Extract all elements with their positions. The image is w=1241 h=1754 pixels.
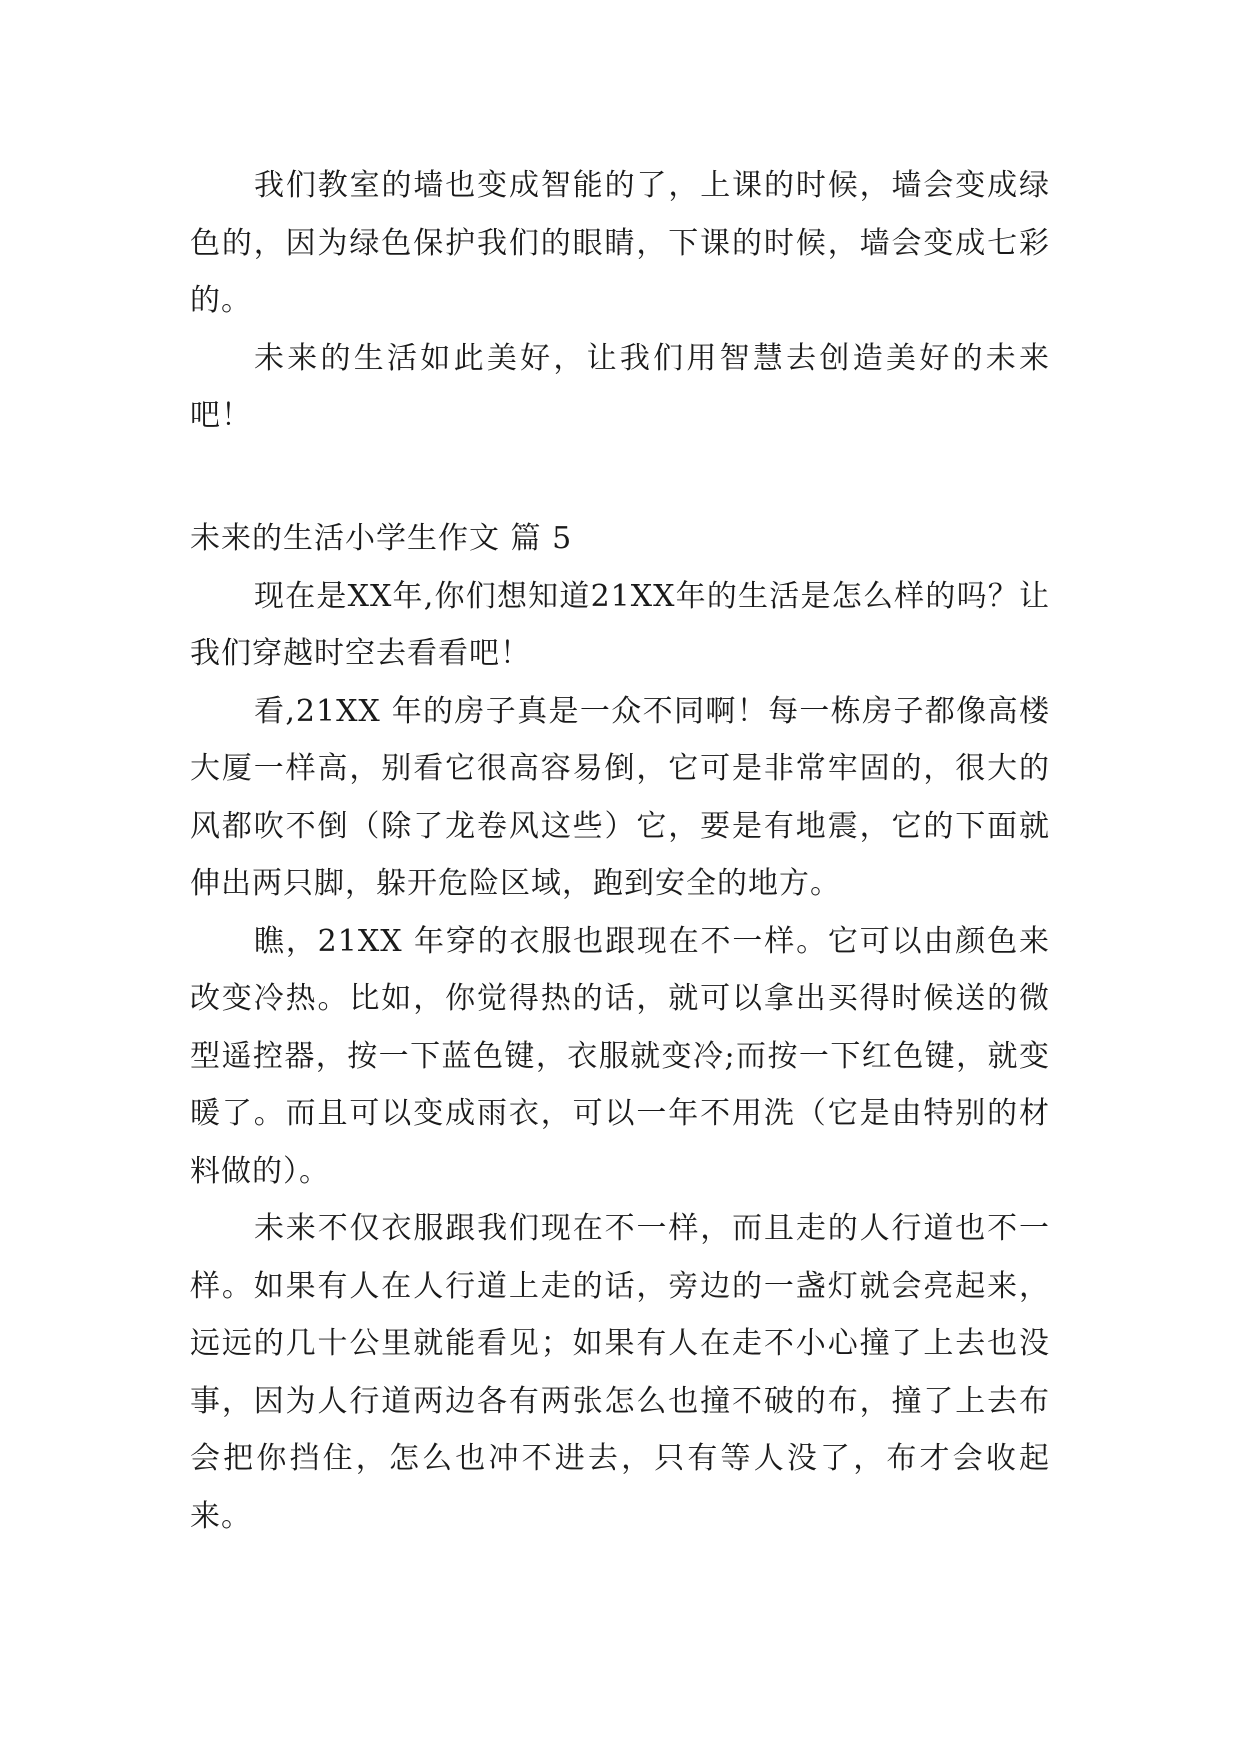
section-title: 未来的生活小学生作文 篇 5 bbox=[190, 521, 573, 556]
paragraph-future-conclusion: 未来的生活如此美好，让我们用智慧去创造美好的未来吧！ bbox=[190, 340, 1050, 433]
paragraph-clothes: 瞧，21XX 年穿的衣服也跟现在不一样。它可以由颜色来改变冷热。比如，你觉得热的话，就可以拿出买得时候送的微型遥控器，按一下蓝色键，衣服就变冷;而按一下红色键，就变暖了。而且可以变成雨衣，可以一年不用洗（它是由特别的材料做的）。 bbox=[190, 923, 1050, 1189]
paragraph-classroom-wall: 我们教室的墙也变成智能的了，上课的时候，墙会变成绿色的，因为绿色保护我们的眼睛，下课的时候，墙会变成七彩的。 bbox=[190, 168, 1050, 318]
paragraph-intro: 现在是XX年,你们想知道21XX年的生活是怎么样的吗？让我们穿越时空去看看吧！ bbox=[190, 578, 1050, 671]
paragraph-houses: 看,21XX 年的房子真是一众不同啊！每一栋房子都像高楼大厦一样高，别看它很高容易倒，它可是非常牢固的，很大的风都吹不倒（除了龙卷风这些）它，要是有地震，它的下面就伸出两只脚，躲开危险区域，跑到安全的地方。 bbox=[190, 693, 1050, 901]
section-5 bbox=[190, 510, 1050, 1545]
top-section bbox=[190, 157, 1050, 445]
paragraph-sidewalk: 未来不仅衣服跟我们现在不一样，而且走的人行道也不一样。如果有人在人行道上走的话，旁边的一盏灯就会亮起来，远远的几十公里就能看见；如果有人在走不小心撞了上去也没事，因为人行道两边各有两张怎么也撞不破的布，撞了上去布会把你挡住，怎么也冲不进去，只有等人没了，布才会收起来。 bbox=[190, 1211, 1050, 1534]
